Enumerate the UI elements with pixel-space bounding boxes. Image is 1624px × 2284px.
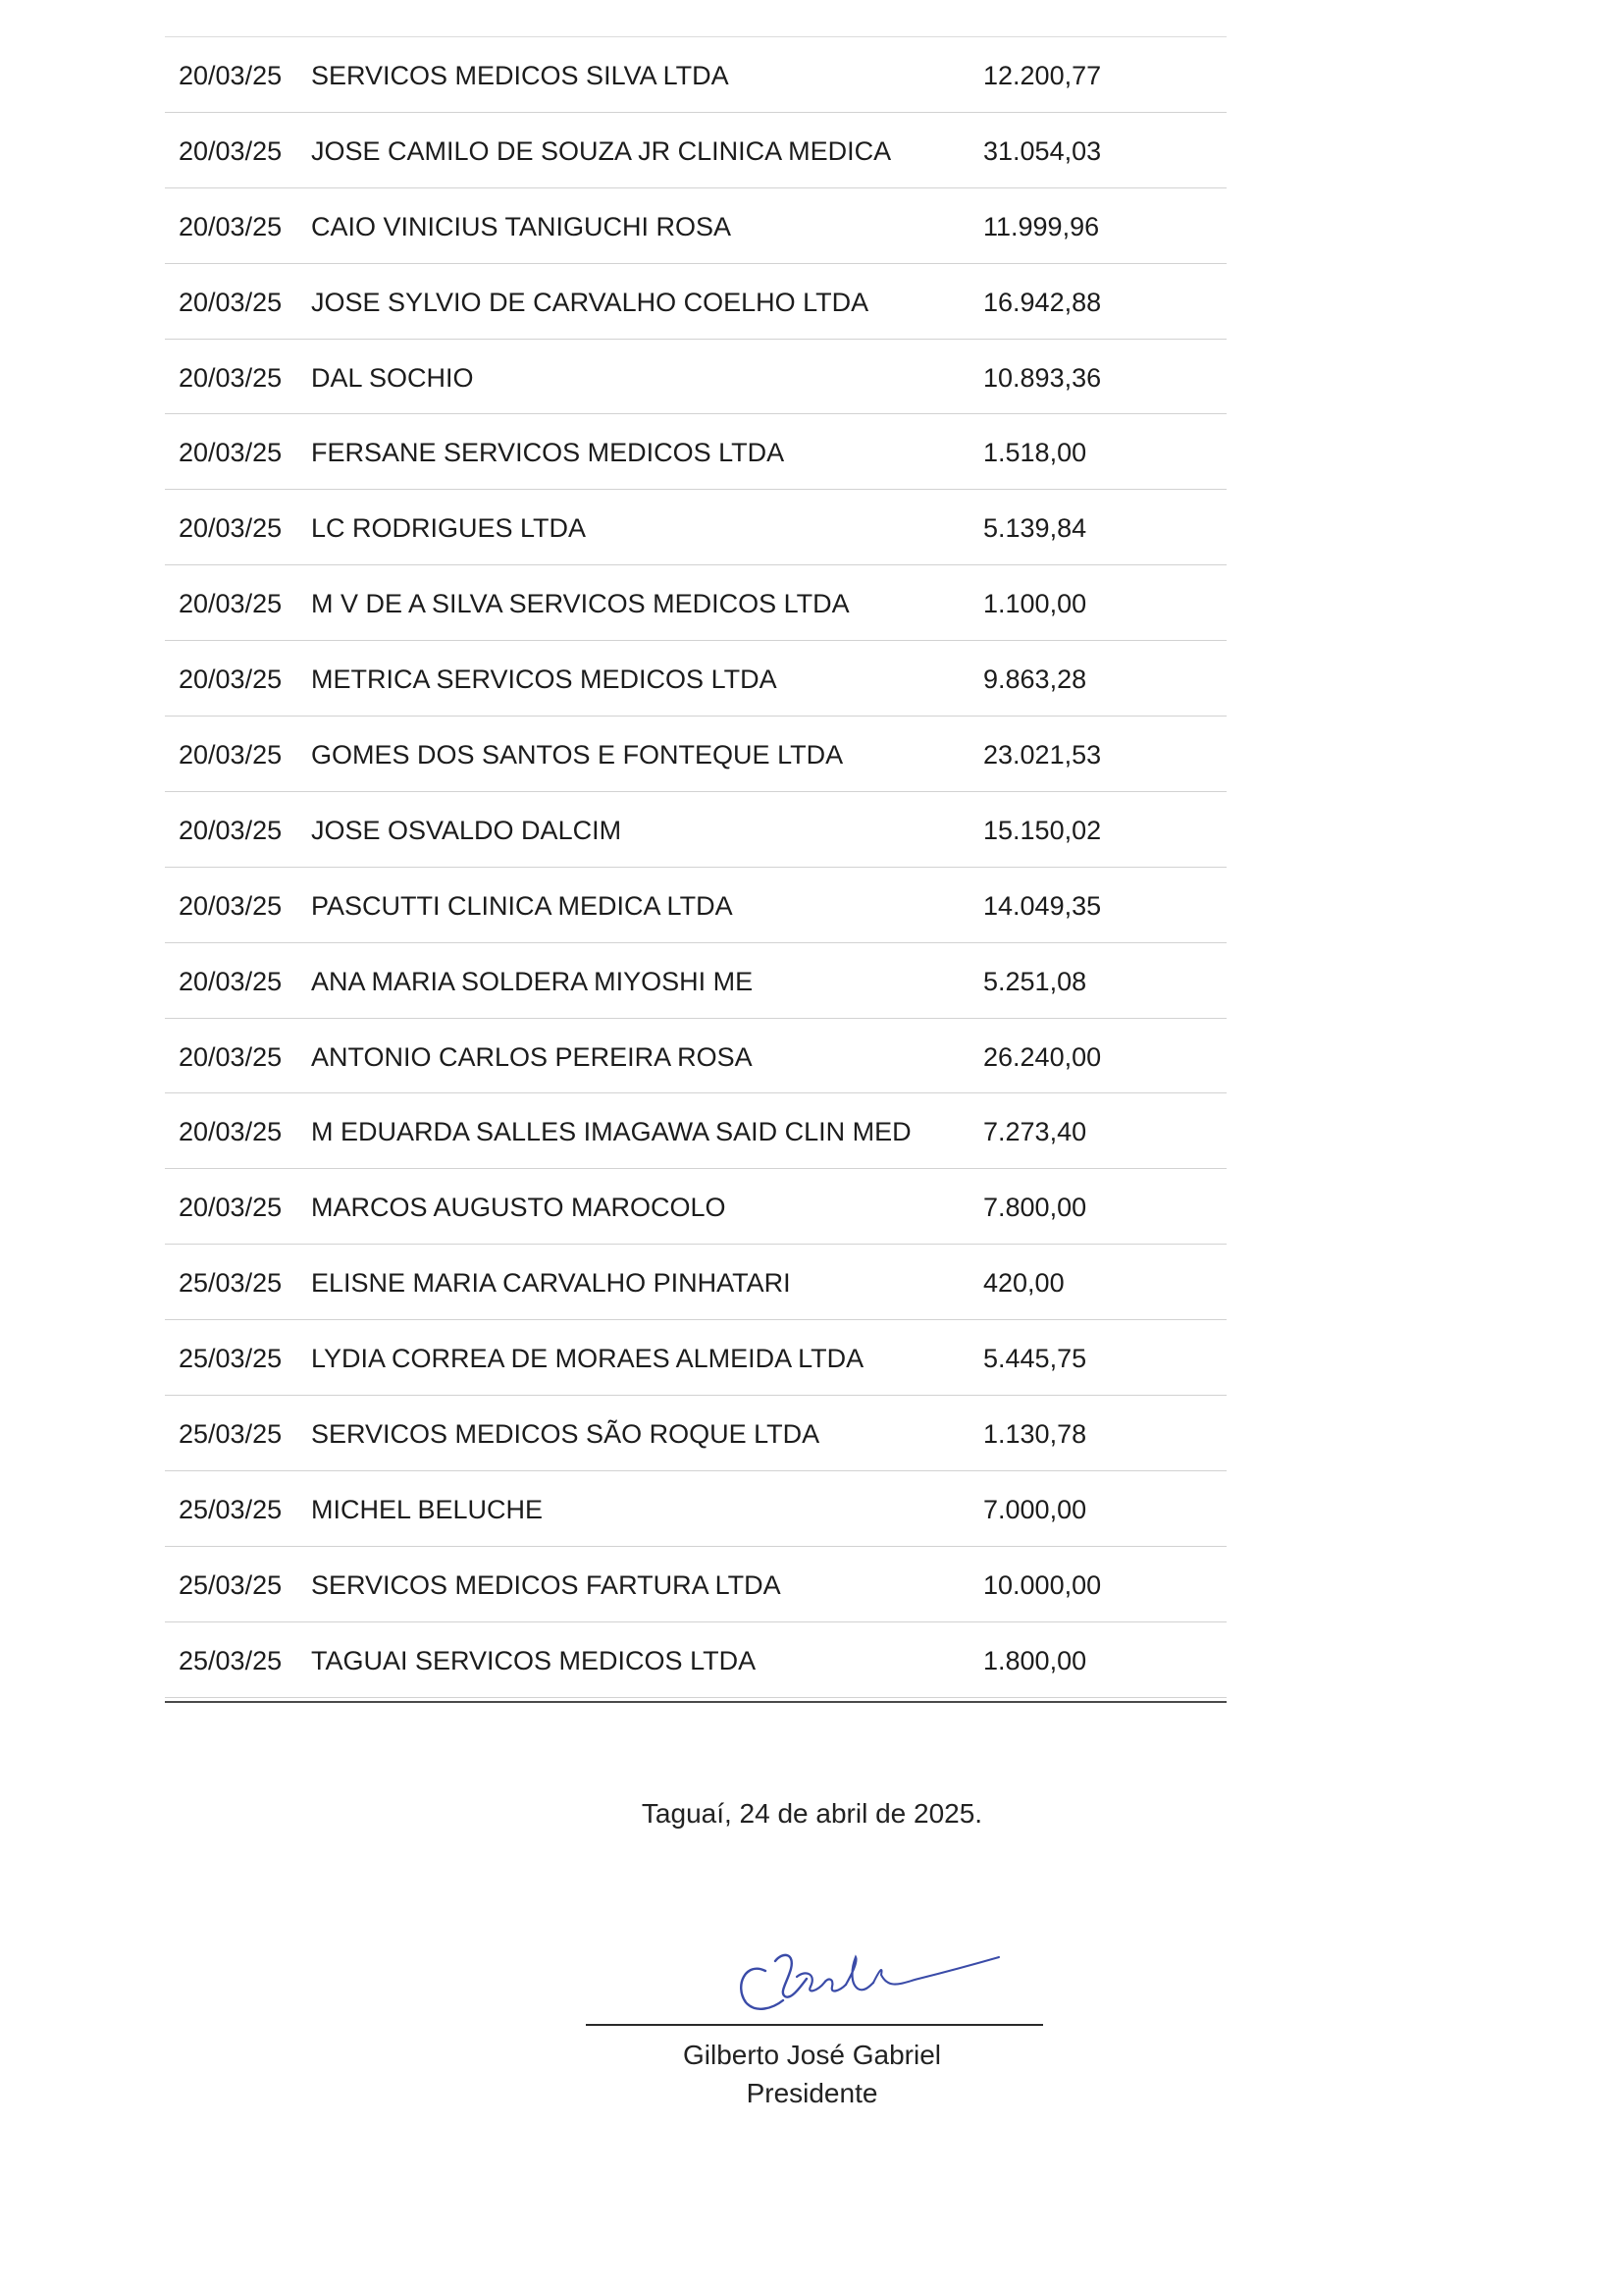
signer-name: Gilberto José Gabriel <box>682 2040 941 2070</box>
row-name: M EDUARDA SALLES IMAGAWA SAID CLIN MED <box>311 1117 912 1147</box>
row-name: MARCOS AUGUSTO MAROCOLO <box>311 1193 726 1223</box>
table-row <box>165 37 1227 113</box>
row-amount: 1.800,00 <box>983 1645 1087 1675</box>
row-date: 20/03/25 <box>179 966 283 996</box>
table-row <box>165 414 1227 490</box>
row-date: 20/03/25 <box>179 664 283 695</box>
row-date: 20/03/25 <box>179 287 283 317</box>
row-amount: 7.000,00 <box>983 1494 1087 1524</box>
row-name: ANTONIO CARLOS PEREIRA ROSA <box>311 1041 753 1072</box>
table-row <box>165 1547 1227 1622</box>
row-name: JOSE OSVALDO DALCIM <box>311 815 622 845</box>
row-amount: 26.240,00 <box>983 1041 1102 1072</box>
row-date: 25/03/25 <box>179 1419 283 1450</box>
row-date: 20/03/25 <box>179 513 283 544</box>
row-date: 25/03/25 <box>179 1344 283 1374</box>
row-name: SERVICOS MEDICOS FARTURA LTDA <box>311 1569 781 1600</box>
row-name: PASCUTTI CLINICA MEDICA LTDA <box>311 890 733 921</box>
table-row <box>165 1471 1227 1547</box>
payments-table <box>165 36 1227 1703</box>
table-row <box>165 1169 1227 1245</box>
row-date: 20/03/25 <box>179 211 283 241</box>
table-row <box>165 113 1227 188</box>
table-row <box>165 264 1227 340</box>
row-amount: 15.150,02 <box>983 815 1102 845</box>
row-amount: 1.100,00 <box>983 589 1087 619</box>
row-amount: 1.518,00 <box>983 438 1087 468</box>
row-date: 25/03/25 <box>179 1494 283 1524</box>
table-row <box>165 1019 1227 1094</box>
row-name: DAL SOCHIO <box>311 362 474 393</box>
signer-role: Presidente <box>746 2078 878 2108</box>
row-amount: 5.445,75 <box>983 1344 1087 1374</box>
table-row <box>165 943 1227 1019</box>
row-name: GOMES DOS SANTOS E FONTEQUE LTDA <box>311 740 844 770</box>
row-amount: 7.273,40 <box>983 1117 1087 1147</box>
row-amount: 1.130,78 <box>983 1419 1087 1450</box>
row-amount: 9.863,28 <box>983 664 1087 695</box>
row-date: 20/03/25 <box>179 1193 283 1223</box>
table-row <box>165 1245 1227 1320</box>
row-amount: 10.000,00 <box>983 1569 1102 1600</box>
row-amount: 420,00 <box>983 1268 1065 1299</box>
table-row <box>165 717 1227 792</box>
table-row <box>165 490 1227 565</box>
row-name: METRICA SERVICOS MEDICOS LTDA <box>311 664 777 695</box>
table-row <box>165 1093 1227 1169</box>
row-name: JOSE SYLVIO DE CARVALHO COELHO LTDA <box>311 287 869 317</box>
row-date: 25/03/25 <box>179 1268 283 1299</box>
table-row <box>165 1320 1227 1396</box>
row-date: 20/03/25 <box>179 890 283 921</box>
row-date: 20/03/25 <box>179 362 283 393</box>
row-date: 20/03/25 <box>179 135 283 166</box>
row-name: M V DE A SILVA SERVICOS MEDICOS LTDA <box>311 589 850 619</box>
row-amount: 11.999,96 <box>983 211 1100 241</box>
place-and-date: Taguaí, 24 de abril de 2025. <box>641 1798 983 1829</box>
row-amount: 16.942,88 <box>983 287 1102 317</box>
table-row <box>165 868 1227 943</box>
table-row <box>165 1622 1227 1698</box>
row-name: SERVICOS MEDICOS SILVA LTDA <box>311 61 729 90</box>
row-name: LC RODRIGUES LTDA <box>311 513 587 544</box>
table-row <box>165 1396 1227 1471</box>
row-amount: 12.200,77 <box>983 61 1102 90</box>
row-amount: 31.054,03 <box>983 135 1102 166</box>
row-amount: 5.139,84 <box>983 513 1087 544</box>
table-row <box>165 565 1227 641</box>
row-name: FERSANE SERVICOS MEDICOS LTDA <box>311 438 785 468</box>
row-amount: 5.251,08 <box>983 966 1087 996</box>
row-date: 20/03/25 <box>179 438 283 468</box>
signature-line <box>586 2024 1043 2026</box>
row-amount: 7.800,00 <box>983 1193 1087 1223</box>
row-date: 20/03/25 <box>179 815 283 845</box>
row-name: JOSE CAMILO DE SOUZA JR CLINICA MEDICA <box>311 135 892 166</box>
row-date: 20/03/25 <box>179 589 283 619</box>
row-name: ANA MARIA SOLDERA MIYOSHI ME <box>311 966 754 996</box>
row-name: LYDIA CORREA DE MORAES ALMEIDA LTDA <box>311 1344 864 1374</box>
row-name: ELISNE MARIA CARVALHO PINHATARI <box>311 1268 791 1299</box>
handwritten-signature <box>726 1932 1021 2020</box>
table-body <box>165 37 1227 1698</box>
table-row <box>165 188 1227 264</box>
row-amount: 23.021,53 <box>983 740 1102 770</box>
table-row <box>165 340 1227 415</box>
row-amount: 10.893,36 <box>983 362 1102 393</box>
row-name: SERVICOS MEDICOS SÃO ROQUE LTDA <box>311 1419 820 1450</box>
table-row <box>165 792 1227 868</box>
row-name: TAGUAI SERVICOS MEDICOS LTDA <box>311 1645 757 1675</box>
row-date: 20/03/25 <box>179 740 283 770</box>
row-date: 25/03/25 <box>179 1645 283 1675</box>
row-name: MICHEL BELUCHE <box>311 1494 544 1524</box>
row-date: 20/03/25 <box>179 1117 283 1147</box>
row-name: CAIO VINICIUS TANIGUCHI ROSA <box>311 211 732 241</box>
row-date: 20/03/25 <box>179 61 283 90</box>
row-date: 25/03/25 <box>179 1569 283 1600</box>
row-date: 20/03/25 <box>179 1041 283 1072</box>
table-bottom-rule <box>165 1701 1227 1703</box>
row-amount: 14.049,35 <box>983 890 1102 921</box>
table-row <box>165 641 1227 717</box>
